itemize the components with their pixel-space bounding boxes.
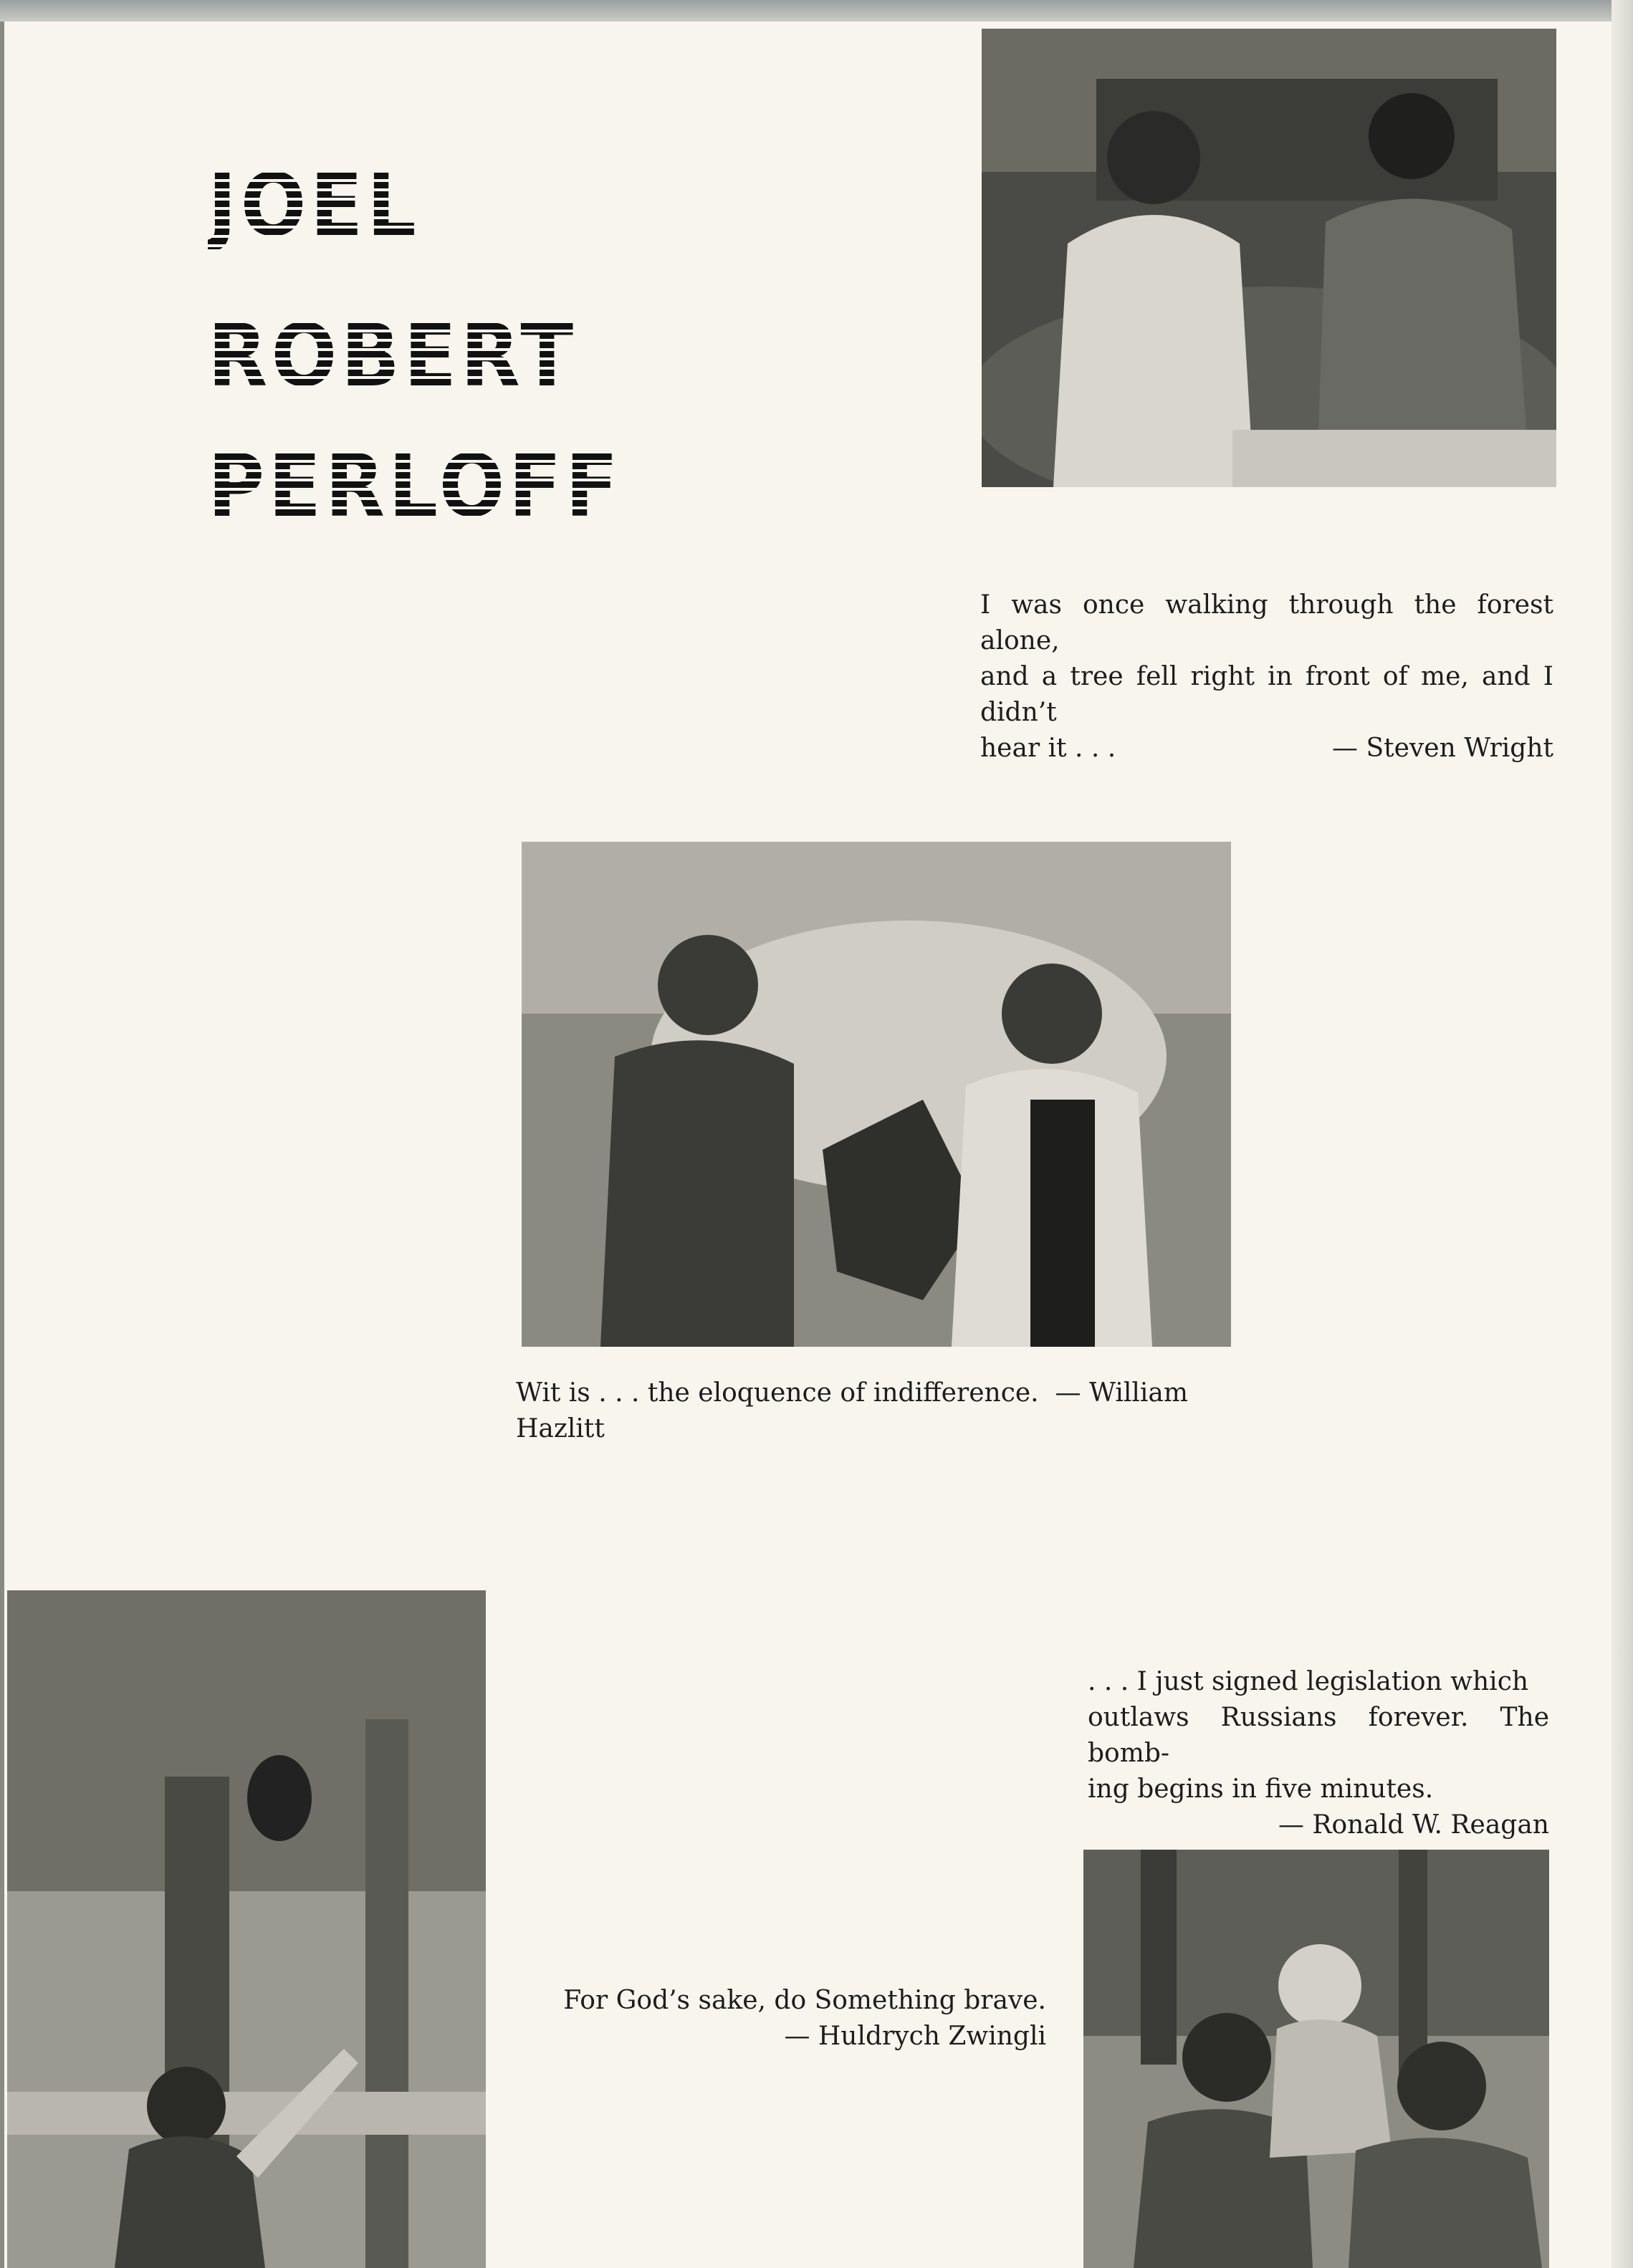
photo-ball-throw: [7, 1590, 486, 2268]
quote-zwingli-text: For God’s sake, do Something brave.: [563, 1986, 1046, 2015]
quote-reagan: [1088, 1664, 1549, 1843]
quote-wright-last-row: [980, 731, 1553, 767]
quote-wright-line-3: hear it . . .: [980, 734, 1116, 763]
scan-right-edge: [1612, 0, 1633, 2268]
photo-forest-wall: [982, 29, 1556, 487]
quote-wright-author: — Steven Wright: [1332, 734, 1553, 763]
quote-zwingli: [530, 1983, 1046, 2055]
quote-wright: [980, 587, 1553, 767]
quote-wright-line-2: and a tree fell right in front of me, and I didn’t: [980, 662, 1553, 727]
name-first: JOEL: [208, 156, 421, 256]
scan-left-edge: [0, 21, 4, 2268]
photo-two-standing: [522, 842, 1231, 1347]
quote-reagan-author: — Ronald W. Reagan: [1278, 1810, 1549, 1840]
quote-zwingli-author: — Huldrych Zwingli: [784, 2022, 1046, 2051]
quote-reagan-line-3: ing begins in five minutes.: [1088, 1774, 1434, 1804]
quote-wright-line-1: I was once walking through the forest alone,: [980, 590, 1553, 655]
quote-hazlitt-text: Wit is . . . the eloquence of indifference.: [516, 1378, 1039, 1408]
scan-top-edge: [0, 0, 1633, 21]
quote-reagan-line-2: outlaws Russians forever. The bomb-: [1088, 1703, 1549, 1768]
quote-hazlitt-author: — William Hazlitt: [516, 1378, 1188, 1443]
name-middle: ROBERT: [208, 307, 578, 406]
name-last: PERLOFF: [208, 437, 623, 537]
quote-reagan-line-1: . . . I just signed legislation which: [1088, 1667, 1529, 1696]
photo-with-child: [1083, 1850, 1549, 2268]
quote-hazlitt: [516, 1375, 1232, 1447]
